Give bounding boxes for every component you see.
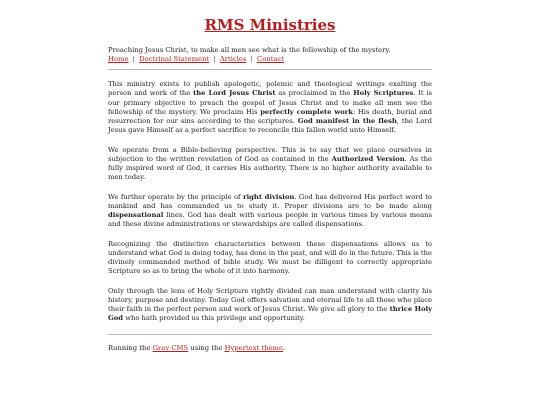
nav-articles-link[interactable]: Articles — [219, 55, 247, 63]
text-run: . It is our primary objective to preach the gospel of Jesus Christ and to make all men see the fellowship of the mystery. We proclaim His — [108, 89, 432, 116]
text-run: who hath provided us this privilege and opportunity. — [123, 314, 305, 323]
text-run: : His death, burial and resurrection for our sins according to the scriptures. — [108, 107, 432, 126]
nav-separator: | — [213, 55, 216, 63]
bold-text-run: perfectly complete work — [260, 107, 353, 116]
footer-text: . — [283, 343, 286, 352]
footer-text: using the — [188, 343, 225, 352]
nav-separator: | — [132, 55, 135, 63]
footer-text: Running the — [108, 343, 153, 352]
text-run: Only through the lens of Holy Scripture rightly divided can man understand with clarity his history, purpose and destiny. Today God offers salvation and eternal life to all those who place their faith in the perfect person and work of Jesus Christ. We give all glory to the — [108, 286, 432, 314]
content-paragraph-mission — [108, 80, 432, 136]
content-paragraph-right-division — [108, 193, 432, 230]
bold-text-run: thrice Holy God — [108, 305, 433, 323]
header-divider — [108, 69, 432, 70]
text-run: We further operate by the principle of — [108, 192, 244, 201]
bold-text-run: the Lord Jesus Christ — [193, 89, 276, 98]
hypertext-theme-link[interactable]: Hypertext theme — [224, 343, 284, 352]
site-footer — [108, 344, 432, 353]
nav-separator: | — [250, 55, 253, 63]
grav-cms-link[interactable]: Grav CMS — [152, 343, 189, 352]
main-nav — [108, 55, 432, 64]
bold-text-run: Holy Scriptures — [353, 89, 414, 98]
main-content — [108, 80, 432, 324]
text-run: lines. God has dealt with various people in various times by various means and these divine administrations or stewardships are called dispensations. — [108, 211, 432, 229]
text-run: Recognizing the distinctive characteristics between these dispensations allows us to understand what God is doing today, has done in the past, and will do in the future. This is the divinely commanded method of bible study. We must be dilligent to correctly appropriate Scripture so as to bring the whole of it into harmony. — [108, 239, 432, 276]
content-paragraph-scripture — [108, 287, 432, 324]
text-run: . As the fully inspired word of God, it carries His authority. There is no higher authority available to men today. — [108, 154, 432, 182]
site-tagline: Preaching Jesus Christ, to make all men see what is the fellowship of the mystery. — [108, 46, 391, 54]
nav-contact-link[interactable]: Contact — [257, 55, 285, 63]
site-title — [108, 16, 432, 34]
page-container — [108, 0, 432, 353]
site-title-link[interactable]: RMS Ministries — [204, 16, 336, 34]
bold-text-run: God manifest in the flesh — [297, 117, 397, 126]
nav-doctrinal-statement-link[interactable]: Doctrinal Statement — [139, 55, 210, 63]
content-paragraph-perspective — [108, 146, 432, 183]
nav-home-link[interactable]: Home — [108, 55, 129, 63]
bold-text-run: dispensational — [108, 211, 164, 220]
text-run: as proclaimed in the — [275, 89, 354, 98]
text-run: This ministry exists to publish apologetic, polemic and theological writings exalting the person and work of the — [108, 80, 432, 98]
content-paragraph-dispensations — [108, 240, 432, 277]
bold-text-run: right division — [243, 192, 295, 201]
bold-text-run: Authorized Version — [331, 154, 405, 163]
text-run: . God has delivered His perfect word to mankind and has commanded us to study it. Proper divisions are to be made along — [108, 192, 433, 210]
footer-divider — [108, 334, 432, 335]
text-run: , the Lord Jesus gave Himself as a perfect sacrifice to reconcile this fallen world unto Himself. — [108, 117, 432, 135]
text-run: We operate from a Bible-believing perspective. This is to say that we place ourselves in subjection to the written revelation of God as contained in the — [108, 145, 432, 163]
